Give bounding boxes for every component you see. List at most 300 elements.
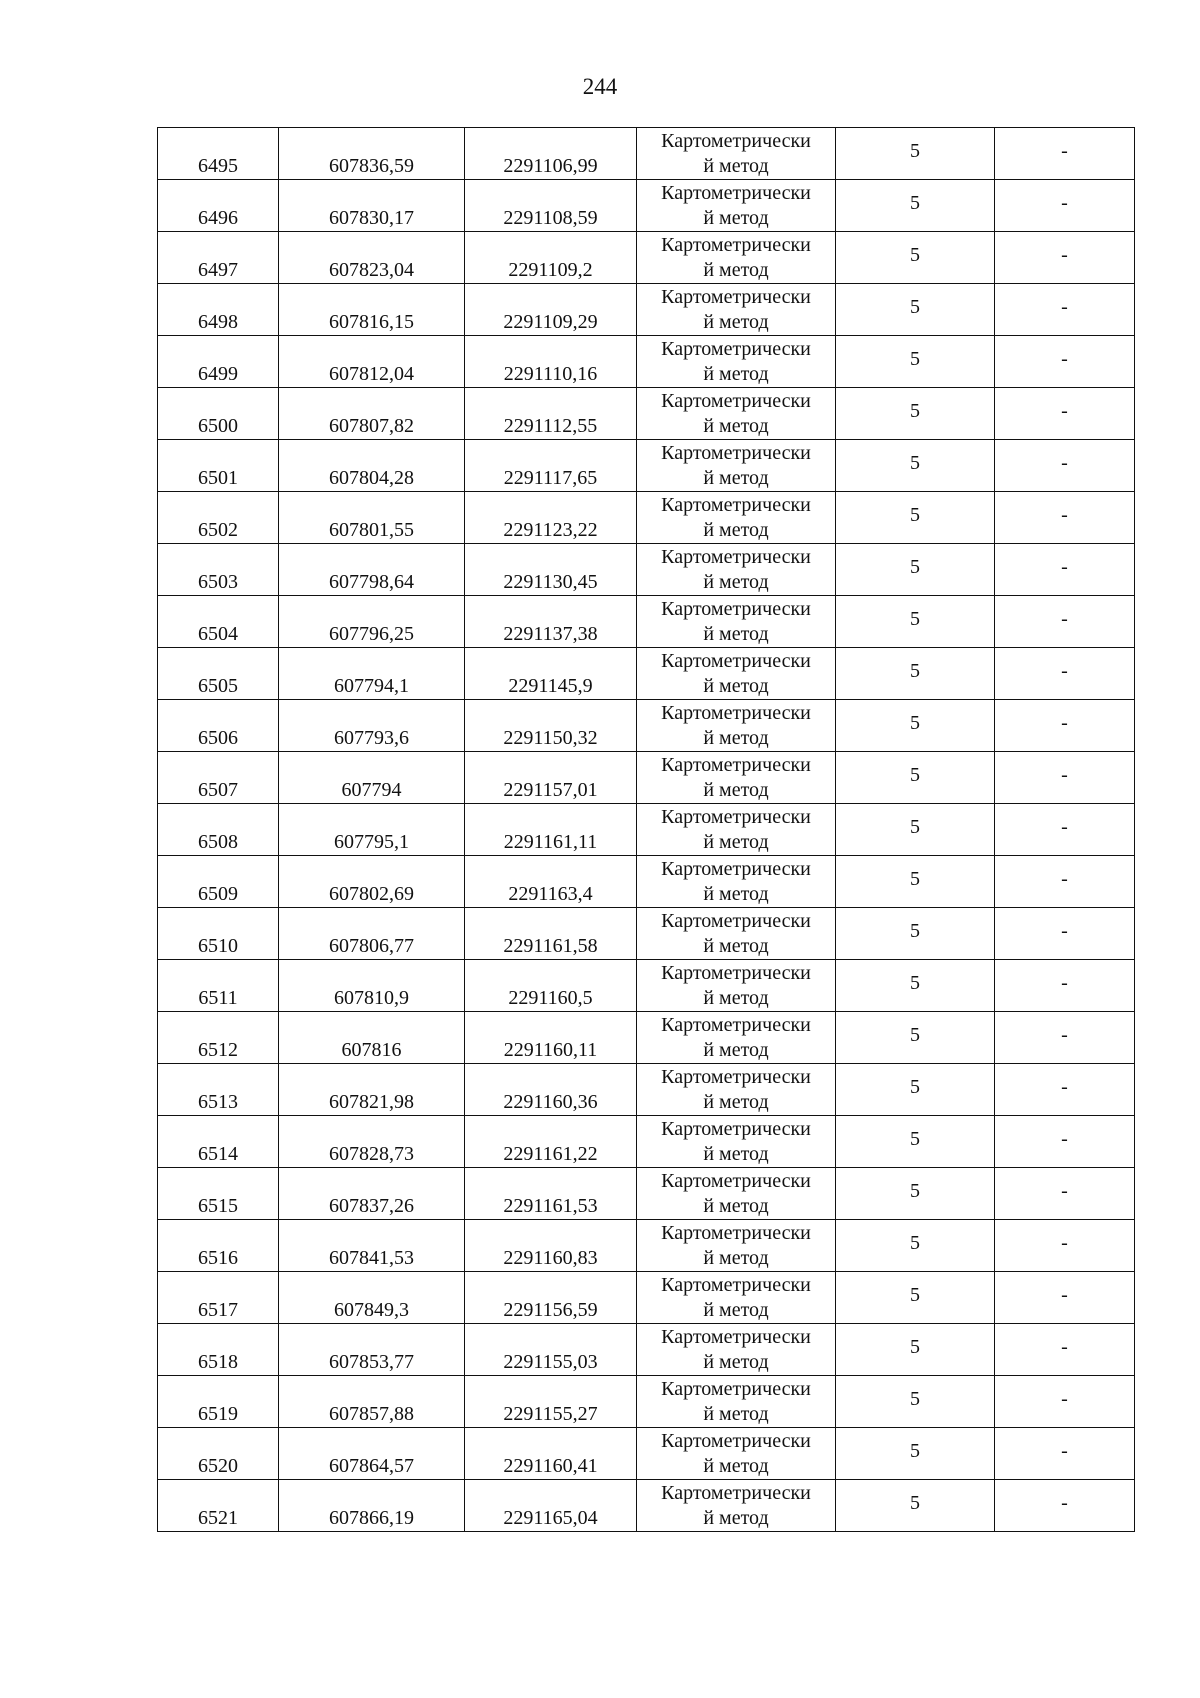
x-coordinate-cell [279, 908, 465, 960]
table-row [158, 1428, 1135, 1480]
accuracy-cell [836, 856, 995, 908]
y-coordinate-cell [465, 128, 637, 180]
accuracy-value: 5 [910, 1491, 920, 1514]
x-coordinate-cell [279, 388, 465, 440]
method-text: Картометрически й метод [661, 1118, 811, 1165]
point-number-cell [158, 804, 279, 856]
table-row [158, 1168, 1135, 1220]
y-coordinate-cell [465, 1116, 637, 1168]
accuracy-value: 5 [910, 971, 920, 994]
y-coordinate: 2291161,11 [503, 831, 598, 853]
x-coordinate: 607810,9 [334, 987, 409, 1009]
table-row [158, 492, 1135, 544]
note-cell [995, 752, 1135, 804]
note-cell [995, 388, 1135, 440]
accuracy-cell [836, 752, 995, 804]
accuracy-cell [836, 1428, 995, 1480]
accuracy-cell [836, 1220, 995, 1272]
table-row [158, 700, 1135, 752]
method-cell [637, 700, 836, 752]
method-cell [637, 336, 836, 388]
point-number-cell [158, 1064, 279, 1116]
x-coordinate: 607828,73 [329, 1143, 414, 1165]
method-text: Картометрически й метод [661, 286, 811, 333]
method-cell [637, 544, 836, 596]
accuracy-value: 5 [910, 1439, 920, 1462]
method-cell [637, 804, 836, 856]
table-row [158, 544, 1135, 596]
y-coordinate: 2291137,38 [503, 623, 598, 645]
accuracy-value: 5 [910, 295, 920, 318]
accuracy-value: 5 [910, 659, 920, 682]
accuracy-value: 5 [910, 1231, 920, 1254]
y-coordinate: 2291117,65 [503, 467, 598, 489]
point-number-cell [158, 1168, 279, 1220]
y-coordinate-cell [465, 232, 637, 284]
y-coordinate: 2291160,36 [503, 1091, 598, 1113]
x-coordinate-cell [279, 1116, 465, 1168]
y-coordinate-cell [465, 1324, 637, 1376]
table-row [158, 180, 1135, 232]
accuracy-value: 5 [910, 1335, 920, 1358]
method-text: Картометрически й метод [661, 390, 811, 437]
y-coordinate: 2291161,22 [503, 1143, 598, 1165]
x-coordinate-cell [279, 1324, 465, 1376]
table-row [158, 960, 1135, 1012]
y-coordinate-cell [465, 1480, 637, 1532]
point-number-cell [158, 1220, 279, 1272]
note-value: - [1061, 1179, 1068, 1202]
method-text: Картометрически й метод [661, 130, 811, 177]
accuracy-cell [836, 1376, 995, 1428]
accuracy-cell [836, 1272, 995, 1324]
accuracy-value: 5 [910, 1023, 920, 1046]
note-value: - [1061, 191, 1068, 214]
x-coordinate: 607804,28 [329, 467, 414, 489]
x-coordinate-cell [279, 1376, 465, 1428]
note-cell [995, 128, 1135, 180]
y-coordinate: 2291155,03 [503, 1351, 598, 1373]
y-coordinate-cell [465, 544, 637, 596]
accuracy-cell [836, 1324, 995, 1376]
coordinates-table [157, 127, 1135, 1532]
x-coordinate: 607806,77 [329, 935, 414, 957]
point-number-cell [158, 284, 279, 336]
accuracy-cell [836, 128, 995, 180]
point-number-cell [158, 1012, 279, 1064]
accuracy-cell [836, 440, 995, 492]
x-coordinate-cell [279, 1168, 465, 1220]
x-coordinate-cell [279, 1272, 465, 1324]
x-coordinate-cell [279, 856, 465, 908]
y-coordinate-cell [465, 648, 637, 700]
x-coordinate: 607801,55 [329, 519, 414, 541]
x-coordinate: 607802,69 [329, 883, 414, 905]
method-cell [637, 856, 836, 908]
x-coordinate-cell [279, 596, 465, 648]
method-cell [637, 128, 836, 180]
method-text: Картометрически й метод [661, 702, 811, 749]
note-cell [995, 180, 1135, 232]
x-coordinate-cell [279, 180, 465, 232]
note-cell [995, 440, 1135, 492]
method-cell [637, 1168, 836, 1220]
point-number-cell [158, 596, 279, 648]
method-cell [637, 180, 836, 232]
y-coordinate: 2291145,9 [508, 675, 593, 697]
method-text: Картометрически й метод [661, 858, 811, 905]
note-cell [995, 1012, 1135, 1064]
y-coordinate-cell [465, 752, 637, 804]
accuracy-value: 5 [910, 815, 920, 838]
point-number: 6496 [198, 207, 238, 229]
y-coordinate: 2291163,4 [508, 883, 593, 905]
y-coordinate: 2291156,59 [503, 1299, 598, 1321]
method-cell [637, 440, 836, 492]
method-cell [637, 1220, 836, 1272]
table-row [158, 752, 1135, 804]
method-text: Картометрически й метод [661, 650, 811, 697]
table-row [158, 284, 1135, 336]
x-coordinate-cell [279, 1428, 465, 1480]
y-coordinate: 2291161,53 [503, 1195, 598, 1217]
note-cell [995, 1480, 1135, 1532]
method-cell [637, 1116, 836, 1168]
y-coordinate: 2291157,01 [503, 779, 598, 801]
accuracy-cell [836, 180, 995, 232]
note-cell [995, 1324, 1135, 1376]
method-text: Картометрически й метод [661, 1482, 811, 1529]
note-cell [995, 284, 1135, 336]
method-text: Картометрически й метод [661, 1378, 811, 1425]
method-cell [637, 1428, 836, 1480]
table-row [158, 1220, 1135, 1272]
note-value: - [1061, 503, 1068, 526]
note-value: - [1061, 919, 1068, 942]
x-coordinate-cell [279, 232, 465, 284]
method-text: Картометрически й метод [661, 442, 811, 489]
x-coordinate-cell [279, 544, 465, 596]
note-cell [995, 336, 1135, 388]
point-number: 6510 [198, 935, 238, 957]
method-cell [637, 388, 836, 440]
note-cell [995, 1272, 1135, 1324]
y-coordinate-cell [465, 1064, 637, 1116]
y-coordinate: 2291123,22 [503, 519, 598, 541]
accuracy-cell [836, 232, 995, 284]
point-number-cell [158, 232, 279, 284]
y-coordinate: 2291112,55 [503, 415, 598, 437]
note-cell [995, 960, 1135, 1012]
point-number: 6498 [198, 311, 238, 333]
method-text: Картометрически й метод [661, 1170, 811, 1217]
point-number: 6512 [198, 1039, 238, 1061]
x-coordinate: 607823,04 [329, 259, 414, 281]
table-body [158, 128, 1135, 1532]
y-coordinate-cell [465, 700, 637, 752]
point-number: 6513 [198, 1091, 238, 1113]
point-number-cell [158, 1272, 279, 1324]
accuracy-cell [836, 284, 995, 336]
point-number-cell [158, 908, 279, 960]
method-cell [637, 1064, 836, 1116]
point-number: 6507 [198, 779, 238, 801]
point-number: 6495 [198, 155, 238, 177]
method-cell [637, 1376, 836, 1428]
x-coordinate-cell [279, 1012, 465, 1064]
point-number-cell [158, 700, 279, 752]
x-coordinate: 607841,53 [329, 1247, 414, 1269]
point-number: 6503 [198, 571, 238, 593]
y-coordinate: 2291110,16 [503, 363, 598, 385]
y-coordinate-cell [465, 440, 637, 492]
y-coordinate: 2291106,99 [503, 155, 598, 177]
y-coordinate: 2291161,58 [503, 935, 598, 957]
accuracy-value: 5 [910, 1283, 920, 1306]
accuracy-cell [836, 388, 995, 440]
accuracy-value: 5 [910, 763, 920, 786]
note-value: - [1061, 1127, 1068, 1150]
point-number-cell [158, 1480, 279, 1532]
note-value: - [1061, 867, 1068, 890]
x-coordinate: 607866,19 [329, 1507, 414, 1529]
note-cell [995, 492, 1135, 544]
x-coordinate: 607836,59 [329, 155, 414, 177]
accuracy-value: 5 [910, 1075, 920, 1098]
y-coordinate-cell [465, 284, 637, 336]
method-cell [637, 908, 836, 960]
note-value: - [1061, 1387, 1068, 1410]
point-number: 6506 [198, 727, 238, 749]
method-cell [637, 1272, 836, 1324]
table-row [158, 388, 1135, 440]
method-cell [637, 1480, 836, 1532]
method-text: Картометрически й метод [661, 1066, 811, 1113]
y-coordinate: 2291165,04 [503, 1507, 598, 1529]
accuracy-value: 5 [910, 1387, 920, 1410]
note-value: - [1061, 659, 1068, 682]
accuracy-value: 5 [910, 503, 920, 526]
x-coordinate-cell [279, 648, 465, 700]
point-number: 6520 [198, 1455, 238, 1477]
table-row [158, 1012, 1135, 1064]
accuracy-cell [836, 1116, 995, 1168]
note-cell [995, 1064, 1135, 1116]
note-value: - [1061, 555, 1068, 578]
accuracy-cell [836, 596, 995, 648]
y-coordinate: 2291150,32 [503, 727, 598, 749]
x-coordinate-cell [279, 1480, 465, 1532]
y-coordinate: 2291108,59 [503, 207, 598, 229]
method-cell [637, 648, 836, 700]
point-number-cell [158, 440, 279, 492]
point-number-cell [158, 856, 279, 908]
point-number: 6515 [198, 1195, 238, 1217]
point-number: 6517 [198, 1299, 238, 1321]
x-coordinate-cell [279, 284, 465, 336]
point-number: 6519 [198, 1403, 238, 1425]
table-row [158, 1324, 1135, 1376]
y-coordinate-cell [465, 1428, 637, 1480]
y-coordinate-cell [465, 804, 637, 856]
y-coordinate: 2291160,5 [508, 987, 593, 1009]
accuracy-value: 5 [910, 919, 920, 942]
note-cell [995, 232, 1135, 284]
note-cell [995, 1220, 1135, 1272]
method-cell [637, 284, 836, 336]
accuracy-cell [836, 1012, 995, 1064]
method-cell [637, 492, 836, 544]
x-coordinate: 607816,15 [329, 311, 414, 333]
table-row [158, 336, 1135, 388]
accuracy-value: 5 [910, 607, 920, 630]
accuracy-value: 5 [910, 711, 920, 734]
table-row [158, 908, 1135, 960]
point-number-cell [158, 960, 279, 1012]
point-number: 6521 [198, 1507, 238, 1529]
point-number-cell [158, 544, 279, 596]
x-coordinate: 607857,88 [329, 1403, 414, 1425]
y-coordinate-cell [465, 1168, 637, 1220]
y-coordinate-cell [465, 388, 637, 440]
x-coordinate: 607795,1 [334, 831, 409, 853]
y-coordinate-cell [465, 1272, 637, 1324]
accuracy-cell [836, 492, 995, 544]
accuracy-value: 5 [910, 399, 920, 422]
note-cell [995, 700, 1135, 752]
point-number: 6505 [198, 675, 238, 697]
note-value: - [1061, 399, 1068, 422]
y-coordinate: 2291160,83 [503, 1247, 598, 1269]
note-cell [995, 1116, 1135, 1168]
accuracy-value: 5 [910, 1179, 920, 1202]
method-text: Картометрически й метод [661, 182, 811, 229]
accuracy-cell [836, 1480, 995, 1532]
method-text: Картометрически й метод [661, 962, 811, 1009]
point-number-cell [158, 388, 279, 440]
accuracy-value: 5 [910, 139, 920, 162]
x-coordinate-cell [279, 128, 465, 180]
method-text: Картометрически й метод [661, 1430, 811, 1477]
point-number: 6509 [198, 883, 238, 905]
note-value: - [1061, 1231, 1068, 1254]
method-text: Картометрически й метод [661, 910, 811, 957]
accuracy-cell [836, 648, 995, 700]
x-coordinate: 607807,82 [329, 415, 414, 437]
point-number-cell [158, 1428, 279, 1480]
note-value: - [1061, 971, 1068, 994]
point-number: 6508 [198, 831, 238, 853]
y-coordinate-cell [465, 908, 637, 960]
method-cell [637, 1324, 836, 1376]
note-cell [995, 1376, 1135, 1428]
note-value: - [1061, 763, 1068, 786]
x-coordinate-cell [279, 960, 465, 1012]
y-coordinate-cell [465, 180, 637, 232]
method-text: Картометрически й метод [661, 806, 811, 853]
point-number: 6499 [198, 363, 238, 385]
method-text: Картометрически й метод [661, 1274, 811, 1321]
note-cell [995, 596, 1135, 648]
x-coordinate: 607796,25 [329, 623, 414, 645]
method-cell [637, 596, 836, 648]
y-coordinate: 2291160,41 [503, 1455, 598, 1477]
y-coordinate-cell [465, 1376, 637, 1428]
note-value: - [1061, 295, 1068, 318]
note-value: - [1061, 1075, 1068, 1098]
y-coordinate-cell [465, 1220, 637, 1272]
note-cell [995, 1168, 1135, 1220]
point-number: 6501 [198, 467, 238, 489]
note-value: - [1061, 139, 1068, 162]
accuracy-value: 5 [910, 451, 920, 474]
point-number: 6497 [198, 259, 238, 281]
method-cell [637, 960, 836, 1012]
point-number-cell [158, 128, 279, 180]
x-coordinate-cell [279, 440, 465, 492]
y-coordinate: 2291160,11 [503, 1039, 598, 1061]
x-coordinate-cell [279, 1064, 465, 1116]
method-text: Картометрически й метод [661, 1222, 811, 1269]
point-number-cell [158, 1116, 279, 1168]
x-coordinate: 607864,57 [329, 1455, 414, 1477]
point-number: 6500 [198, 415, 238, 437]
note-value: - [1061, 1491, 1068, 1514]
note-value: - [1061, 1023, 1068, 1046]
page-number: 244 [582, 74, 618, 99]
accuracy-cell [836, 804, 995, 856]
point-number-cell [158, 1376, 279, 1428]
accuracy-value: 5 [910, 555, 920, 578]
method-text: Картометрически й метод [661, 754, 811, 801]
accuracy-value: 5 [910, 191, 920, 214]
table-row [158, 232, 1135, 284]
table-row [158, 596, 1135, 648]
y-coordinate: 2291130,45 [503, 571, 598, 593]
note-value: - [1061, 1283, 1068, 1306]
point-number: 6516 [198, 1247, 238, 1269]
note-cell [995, 856, 1135, 908]
y-coordinate-cell [465, 1012, 637, 1064]
x-coordinate: 607794 [341, 779, 402, 801]
table-row [158, 1480, 1135, 1532]
table-row [158, 804, 1135, 856]
note-cell [995, 648, 1135, 700]
x-coordinate: 607812,04 [329, 363, 414, 385]
point-number-cell [158, 752, 279, 804]
method-text: Картометрически й метод [661, 1014, 811, 1061]
method-cell [637, 1012, 836, 1064]
x-coordinate: 607849,3 [334, 1299, 409, 1321]
accuracy-cell [836, 700, 995, 752]
note-value: - [1061, 815, 1068, 838]
point-number-cell [158, 648, 279, 700]
note-value: - [1061, 451, 1068, 474]
accuracy-value: 5 [910, 867, 920, 890]
accuracy-cell [836, 960, 995, 1012]
accuracy-value: 5 [910, 243, 920, 266]
x-coordinate: 607821,98 [329, 1091, 414, 1113]
method-text: Картометрически й метод [661, 494, 811, 541]
table-row [158, 1064, 1135, 1116]
table-row [158, 440, 1135, 492]
x-coordinate-cell [279, 804, 465, 856]
method-cell [637, 752, 836, 804]
method-text: Картометрически й метод [661, 1326, 811, 1373]
accuracy-cell [836, 908, 995, 960]
y-coordinate: 2291155,27 [503, 1403, 598, 1425]
y-coordinate-cell [465, 856, 637, 908]
